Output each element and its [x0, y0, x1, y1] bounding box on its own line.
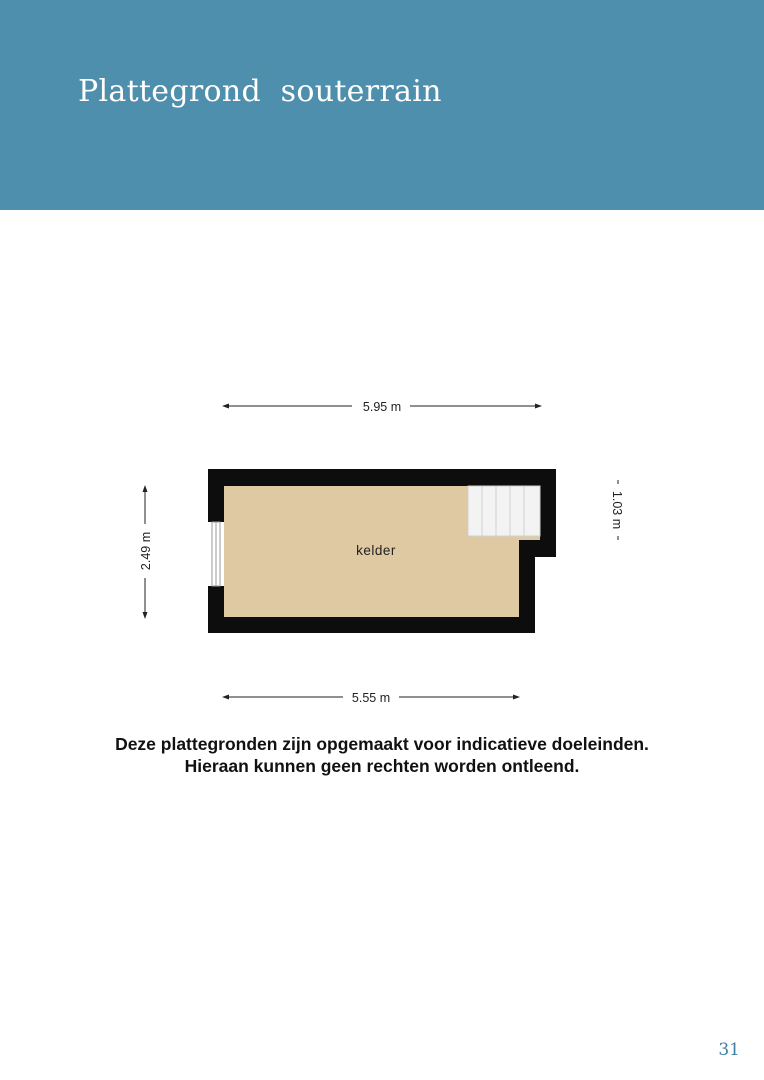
dimension-label-top: 5.95 m	[362, 400, 402, 414]
window-icon	[208, 522, 224, 586]
dimension-label-left: 2.49 m	[139, 531, 153, 571]
dimension-label-right: 1.03 m	[610, 490, 624, 530]
disclaimer-line-2: Hieraan kunnen geen rechten worden ontleend.	[184, 756, 580, 776]
disclaimer	[0, 733, 764, 777]
dimension-bottom	[222, 691, 520, 705]
dimension-label-bottom: 5.55 m	[351, 691, 391, 705]
room-label: kelder	[356, 543, 396, 558]
page-number: 31	[718, 1040, 740, 1060]
dimension-left	[139, 485, 153, 619]
dimension-right	[610, 480, 624, 540]
page-title: Plattegrond souterrain	[78, 74, 442, 109]
disclaimer-line-1: Deze plattegronden zijn opgemaakt voor indicatieve doeleinden.	[115, 734, 649, 754]
stairs-icon	[468, 486, 540, 536]
dimension-top	[222, 400, 542, 414]
